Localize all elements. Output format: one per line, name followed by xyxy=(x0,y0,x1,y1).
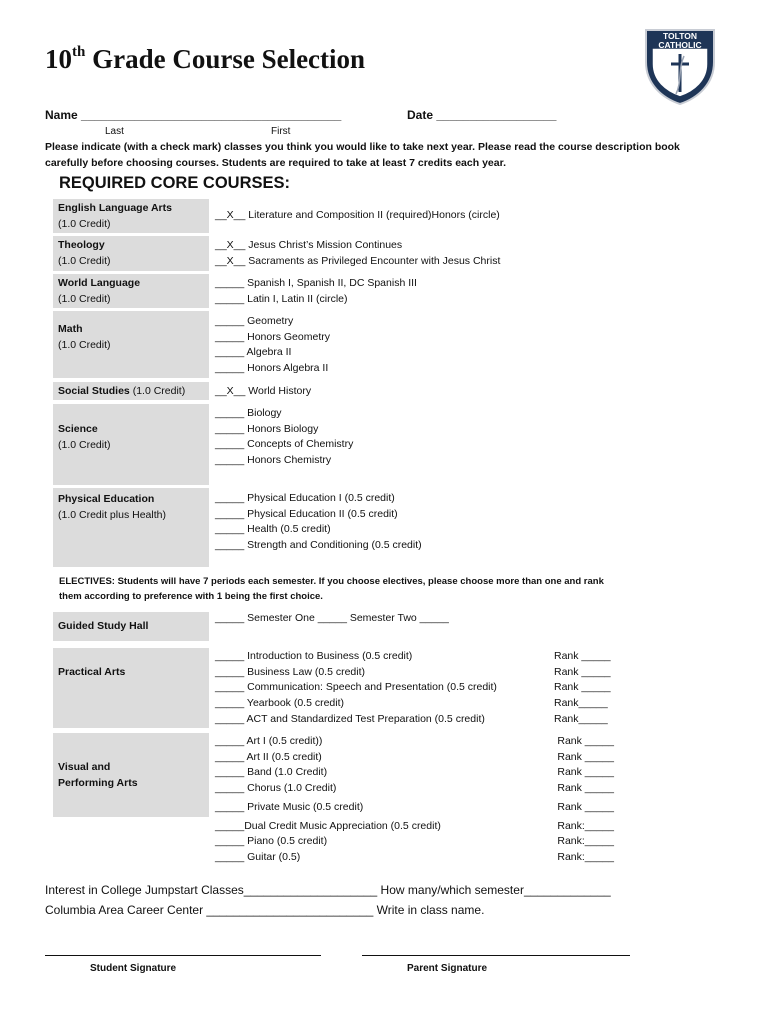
ranks-visual-performing-arts xyxy=(552,734,614,866)
options-practical-arts xyxy=(215,649,497,728)
rank-field[interactable]: Rank _____ xyxy=(554,650,611,662)
rank-field[interactable]: Rank _____ xyxy=(557,750,614,763)
course-option[interactable]: __X__ Jesus Christ’s Mission Continues xyxy=(215,239,403,251)
rank-field[interactable]: Rank _____ xyxy=(557,800,614,813)
category-world-language xyxy=(53,274,209,308)
options-english xyxy=(215,208,500,224)
category-credit: (1.0 Credit) xyxy=(58,293,111,305)
category-guided-study-hall xyxy=(53,612,209,641)
category-credit: (1.0 Credit) xyxy=(58,339,111,351)
course-option[interactable]: _____ Art II (0.5 credit) xyxy=(215,750,322,763)
category-credit: (1.0 Credit plus Health) xyxy=(58,509,166,521)
name-field[interactable]: Name _______________________________________ xyxy=(45,108,342,122)
rank-field[interactable]: Rank _____ xyxy=(554,665,611,678)
category-name: World Language xyxy=(58,277,141,289)
course-option[interactable]: _____ Honors Geometry xyxy=(215,330,330,343)
category-name-line-1: Visual and xyxy=(58,761,111,773)
category-science xyxy=(53,404,209,485)
category-name: English Language Arts xyxy=(58,202,172,214)
electives-note-line-2: them according to preference with 1 being the first choice. xyxy=(59,591,323,602)
page-title: 10th Grade Course Selection xyxy=(45,44,366,74)
category-physical-education xyxy=(53,488,209,567)
category-name: Practical Arts xyxy=(58,666,126,678)
category-credit: (1.0 Credit) xyxy=(132,385,186,397)
category-name: Theology xyxy=(58,239,105,251)
options-visual-performing-arts xyxy=(215,734,441,866)
category-name: Guided Study Hall xyxy=(58,620,149,632)
course-option[interactable]: _____ Physical Education II (0.5 credit) xyxy=(215,507,398,520)
rank-field[interactable]: Rank_____ xyxy=(554,697,608,710)
options-science xyxy=(215,406,353,469)
student-signature-line[interactable] xyxy=(45,955,321,956)
course-option[interactable]: _____ Chorus (1.0 Credit) xyxy=(215,782,337,795)
options-guided-study-hall xyxy=(215,611,449,627)
course-option[interactable]: _____ Honors Chemistry xyxy=(215,454,332,467)
course-option[interactable]: _____ Art I (0.5 credit)) xyxy=(215,735,323,747)
rank-field[interactable]: Rank:_____ xyxy=(557,835,614,848)
category-social-studies xyxy=(53,382,209,400)
category-name: Math xyxy=(58,323,83,335)
rank-field[interactable]: Rank:_____ xyxy=(557,850,614,863)
category-name: Physical Education xyxy=(58,493,155,505)
course-option[interactable]: _____ Communication: Speech and Presentation (0.5 credit) xyxy=(215,681,497,694)
tolton-catholic-logo xyxy=(640,24,720,106)
course-option[interactable]: _____Dual Credit Music Appreciation (0.5 credit) xyxy=(215,819,441,832)
instructions-line-2: carefully before choosing courses. Students are required to take at least 7 credits each year. xyxy=(45,157,507,169)
category-credit: (1.0 Credit) xyxy=(58,255,111,267)
course-option[interactable]: _____ Latin I, Latin II (circle) xyxy=(215,292,348,305)
course-option[interactable]: _____ Business Law (0.5 credit) xyxy=(215,665,365,678)
parent-signature-line[interactable] xyxy=(362,955,630,956)
course-option[interactable]: _____ Health (0.5 credit) xyxy=(215,523,331,536)
rank-field[interactable]: Rank_____ xyxy=(554,712,608,725)
course-option[interactable]: _____ Strength and Conditioning (0.5 credit) xyxy=(215,539,422,552)
rank-field[interactable]: Rank _____ xyxy=(557,782,614,795)
category-name-line-2: Performing Arts xyxy=(58,777,138,789)
logo-text-bottom: CATHOLIC xyxy=(658,40,702,50)
rank-field[interactable]: Rank _____ xyxy=(557,735,614,747)
career-center-field[interactable]: Columbia Area Career Center _________________________ Write in class name. xyxy=(45,903,485,917)
course-option[interactable]: _____ Band (1.0 Credit) xyxy=(215,766,328,779)
course-option[interactable]: _____ Introduction to Business (0.5 credit) xyxy=(215,650,413,662)
course-option[interactable]: __X__ World History xyxy=(215,385,312,397)
category-english xyxy=(53,199,209,233)
rank-field[interactable]: Rank _____ xyxy=(557,766,614,779)
category-visual-performing-arts xyxy=(53,733,209,817)
course-option[interactable]: _____ Honors Biology xyxy=(215,422,319,435)
course-option[interactable]: _____ Piano (0.5 credit) xyxy=(215,835,328,848)
required-heading: REQUIRED CORE COURSES: xyxy=(59,174,291,192)
rank-field[interactable]: Rank:_____ xyxy=(557,819,614,832)
course-option[interactable]: __X__ Sacraments as Privileged Encounter with Jesus Christ xyxy=(215,254,501,267)
instructions-line-1: Please indicate (with a check mark) classes you think you would like to take next year. Please read the course description book xyxy=(45,141,680,153)
course-option[interactable]: _____ Honors Algebra II xyxy=(215,362,329,375)
category-name: Social Studies xyxy=(58,385,130,397)
course-option[interactable]: _____ Physical Education I (0.5 credit) xyxy=(215,492,395,504)
category-theology xyxy=(53,236,209,271)
category-math xyxy=(53,311,209,378)
course-option[interactable]: _____ Private Music (0.5 credit) xyxy=(215,800,364,813)
course-option[interactable]: _____ Semester One _____ Semester Two _____ xyxy=(215,612,449,624)
options-physical-education xyxy=(215,491,422,554)
course-option[interactable]: __X__ Literature and Composition II (required)Honors (circle) xyxy=(215,209,500,221)
course-option[interactable]: _____ Yearbook (0.5 credit) xyxy=(215,697,345,710)
date-field[interactable]: Date __________________ xyxy=(407,108,557,122)
options-theology xyxy=(215,238,500,269)
course-option[interactable]: _____ Guitar (0.5) xyxy=(215,850,301,863)
options-social-studies xyxy=(215,384,311,400)
course-option[interactable]: _____ ACT and Standardized Test Preparation (0.5 credit) xyxy=(215,712,485,725)
category-practical-arts xyxy=(53,648,209,728)
category-name: Science xyxy=(58,423,98,435)
category-credit: (1.0 Credit) xyxy=(58,439,111,451)
course-option[interactable]: _____ Geometry xyxy=(215,315,294,327)
student-signature-label: Student Signature xyxy=(90,963,177,974)
electives-note-line-1: ELECTIVES: Students will have 7 periods each semester. If you choose electives, please choose more than one and rank xyxy=(59,576,604,587)
logo-text-top: TOLTON xyxy=(663,31,697,41)
ranks-practical-arts xyxy=(554,649,611,728)
jumpstart-field[interactable]: Interest in College Jumpstart Classes____________________ How many/which semester_____________ xyxy=(45,883,611,897)
options-world-language xyxy=(215,276,417,307)
first-name-label: First xyxy=(271,126,291,137)
course-option[interactable]: _____ Biology xyxy=(215,407,282,419)
rank-field[interactable]: Rank _____ xyxy=(554,681,611,694)
course-option[interactable]: _____ Concepts of Chemistry xyxy=(215,438,354,451)
last-name-label: Last xyxy=(105,126,124,137)
options-math xyxy=(215,314,330,377)
category-credit: (1.0 Credit) xyxy=(58,218,111,230)
parent-signature-label: Parent Signature xyxy=(407,963,488,974)
course-option[interactable]: _____ Spanish I, Spanish II, DC Spanish III xyxy=(215,277,417,289)
course-option[interactable]: _____ Algebra II xyxy=(215,346,292,359)
